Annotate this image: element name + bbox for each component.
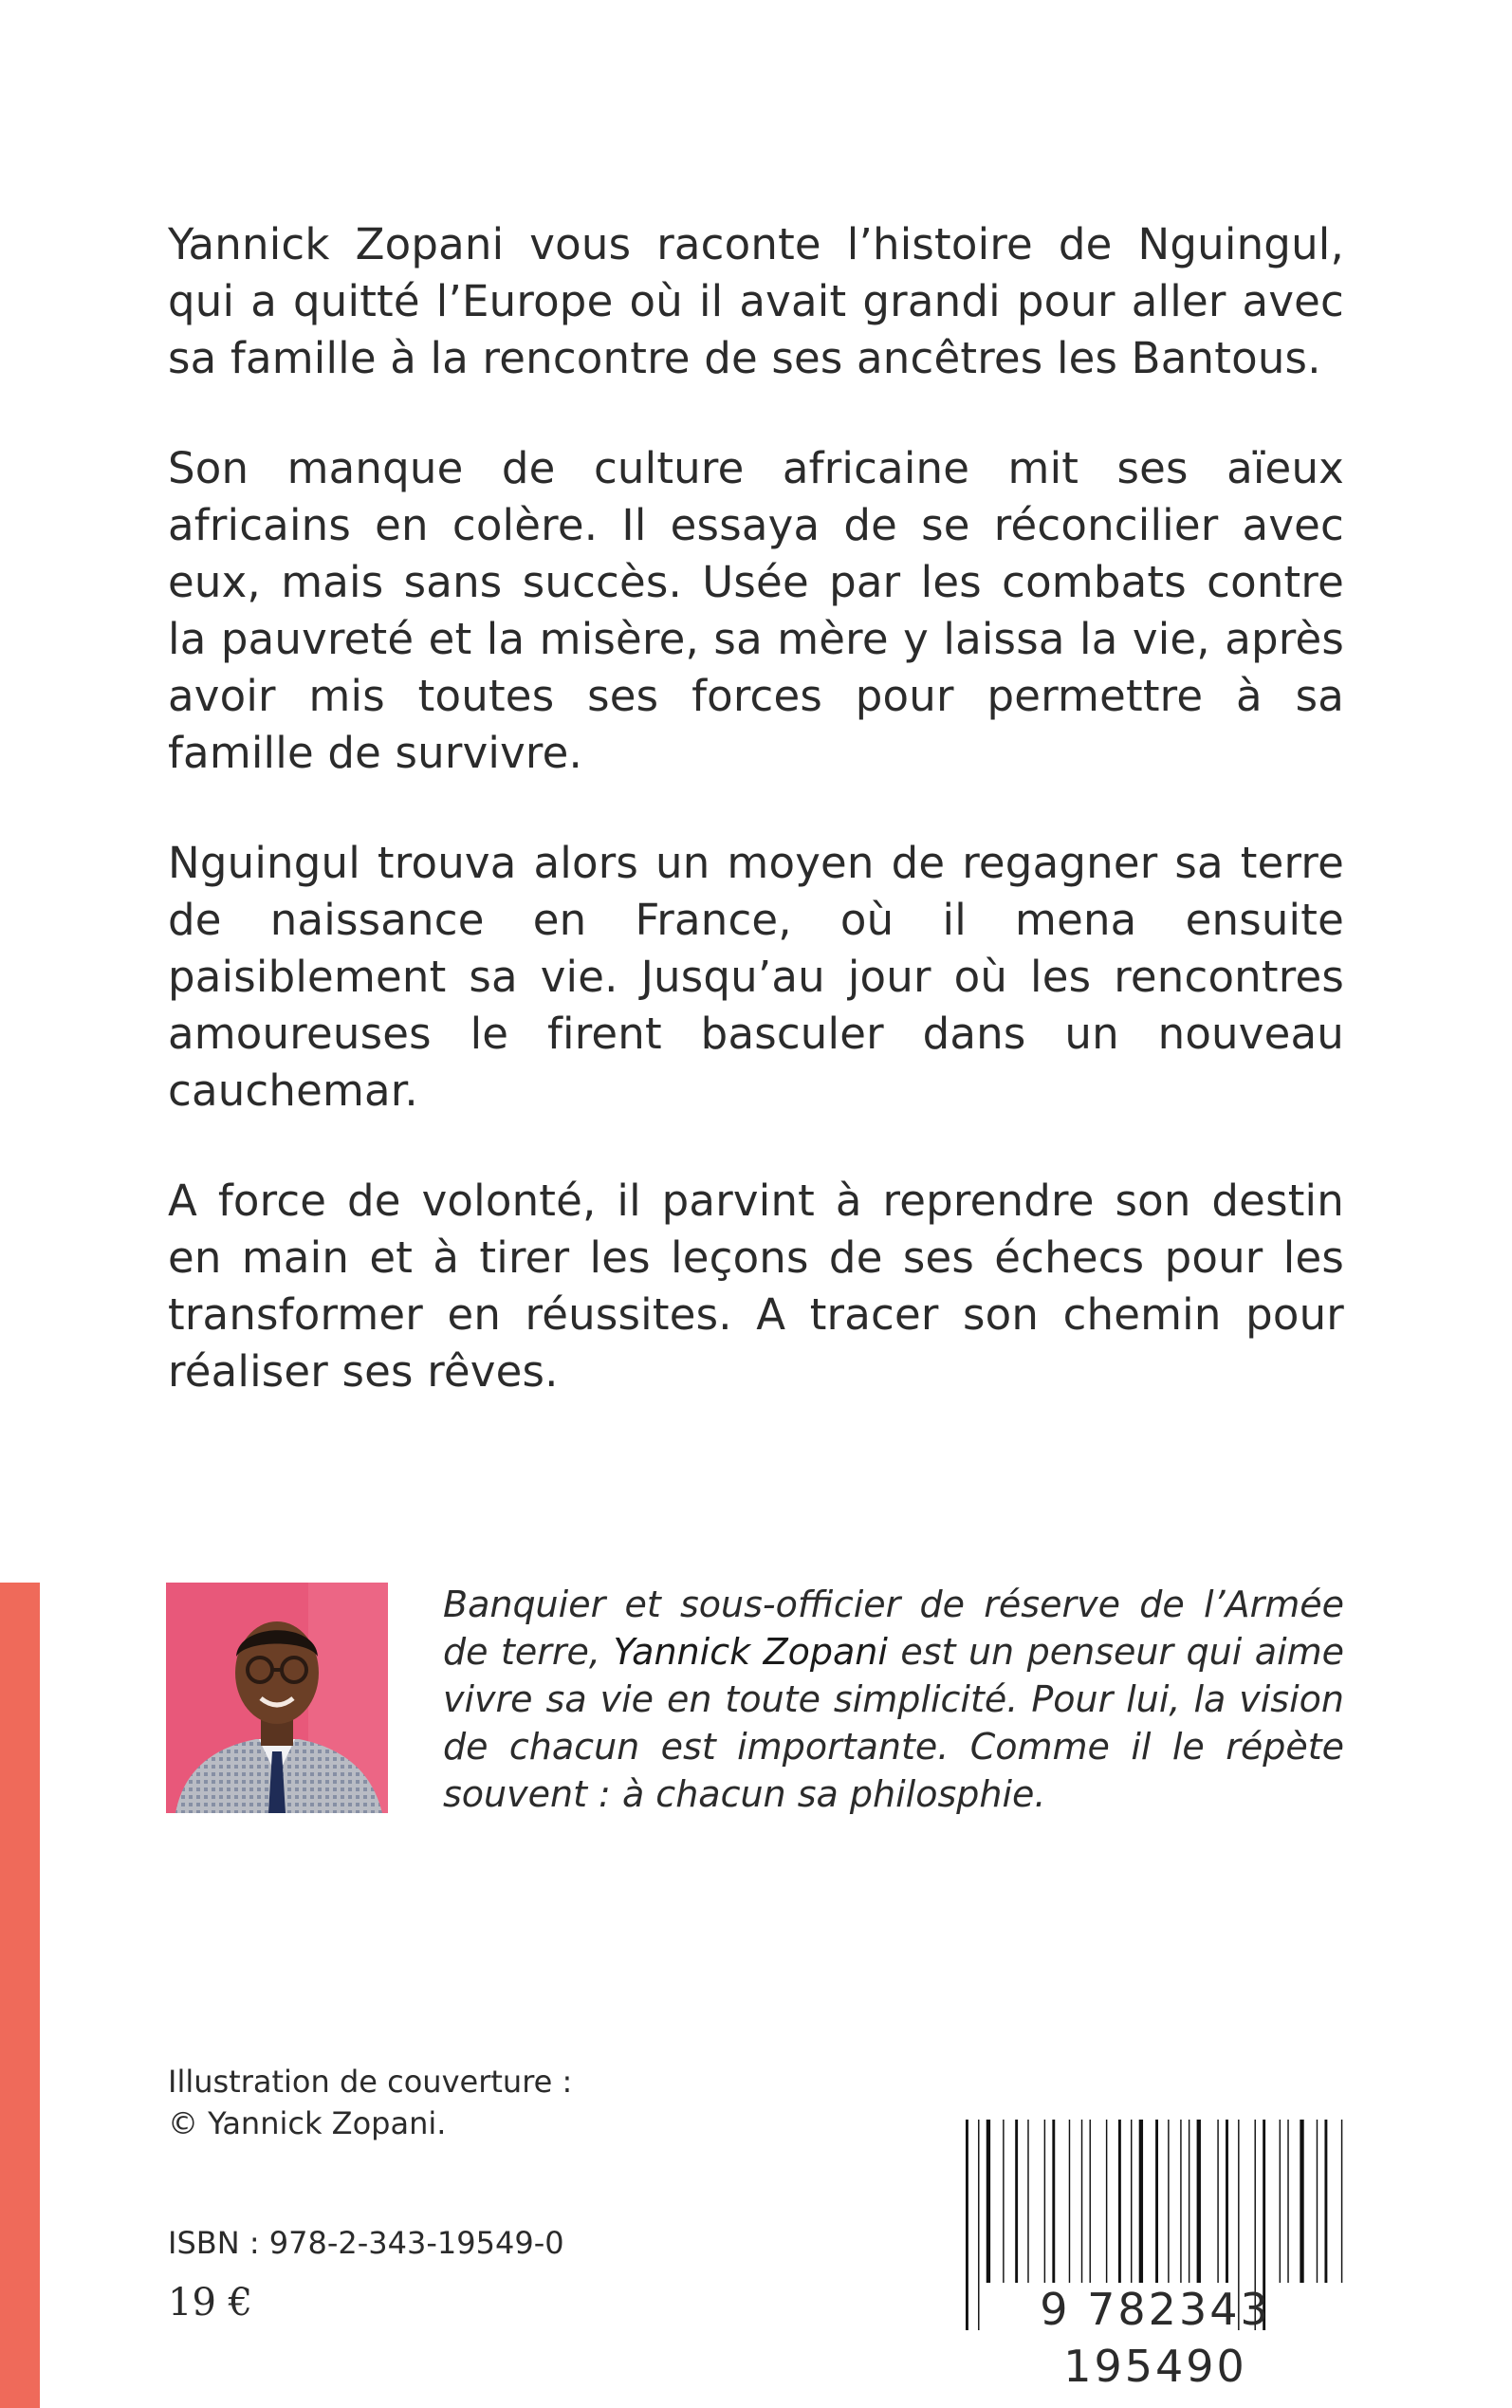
credits-line-1: Illustration de couverture :	[168, 2064, 573, 2100]
barcode-bar	[1139, 2120, 1143, 2283]
barcode-bar	[1317, 2120, 1318, 2283]
isbn-number: ISBN : 978-2-343-19549-0	[168, 2225, 564, 2261]
barcode-bar	[1155, 2120, 1158, 2283]
barcode-bar	[1287, 2120, 1288, 2283]
barcode-bar	[1106, 2120, 1107, 2283]
barcode-bar	[1226, 2120, 1228, 2283]
blurb-paragraph-3: Nguingul trouva alors un moyen de regagner sa terre de naissance en France, où il mena ensuite paisiblement sa vie. Jusqu’au jour où les rencontres amoureuses le firent basculer dans un nouveau cauchemar.	[168, 838, 1344, 1116]
barcode-bar	[1131, 2120, 1132, 2283]
credits-line-2: © Yannick Zopani.	[168, 2105, 447, 2141]
barcode-bar	[1027, 2120, 1028, 2283]
author-bio-intro: Banquier et sous-officier de réserve de l’Armée de terre,	[443, 1584, 1344, 1673]
blurb-paragraph-1: Yannick Zopani vous raconte l’histoire de Nguingul, qui a quitté l’Europe où il avait grandi pour aller avec sa famille à la rencontre de ses ancêtres les Bantous.	[168, 219, 1344, 383]
barcode-bar	[1197, 2120, 1201, 2283]
barcode-bar	[1069, 2120, 1070, 2283]
barcode-bar	[1217, 2120, 1218, 2283]
barcode-bar	[1180, 2120, 1181, 2283]
back-cover-blurb	[168, 216, 1344, 1454]
barcode-bar	[1081, 2120, 1082, 2283]
author-portrait-icon	[166, 1583, 388, 1813]
barcode-bar	[1090, 2120, 1091, 2283]
author-name: Yannick Zopani	[613, 1631, 888, 1673]
author-bio	[443, 1581, 1344, 1818]
blurb-paragraph-2: Son manque de culture africaine mit ses aïeux africains en colère. Il essaya de se réconcilier avec eux, mais sans succès. Usée par les combats contre la pauvreté et la misère, sa mère y laissa la vie, après avoir mis toutes ses forces pour permettre à sa famille de survivre.	[168, 443, 1344, 778]
barcode-bar	[1324, 2120, 1327, 2283]
barcode-bar	[1168, 2120, 1169, 2283]
blurb-paragraph-4: A force de volonté, il parvint à reprendre son destin en main et à tirer les leçons de ses échecs pour les transformer en réussites. A tracer son chemin pour réaliser ses rêves.	[168, 1176, 1344, 1397]
barcode-bar	[1052, 2120, 1055, 2283]
cover-credits	[168, 2061, 737, 2144]
accent-side-bar	[0, 1583, 40, 2408]
barcode-bar	[986, 2120, 990, 2283]
author-bio-rest: est un penseur qui aime vivre sa vie en toute simplicité. Pour lui, la vision de chacun est importante. Comme il le répète souvent : à chacun sa philosphie.	[443, 1631, 1345, 1815]
barcode-bar	[1015, 2120, 1018, 2283]
barcode-bar	[1280, 2120, 1281, 2283]
barcode-bar	[1118, 2120, 1121, 2283]
barcode-digits: 9 782343 195490	[1040, 2284, 1271, 2392]
barcode-bar	[1003, 2120, 1004, 2283]
book-price: 19 €	[168, 2281, 253, 2325]
barcode-bar	[1044, 2120, 1045, 2283]
barcode-bar	[1341, 2120, 1342, 2283]
barcode-bar	[1300, 2120, 1303, 2283]
author-photo	[166, 1583, 388, 1813]
